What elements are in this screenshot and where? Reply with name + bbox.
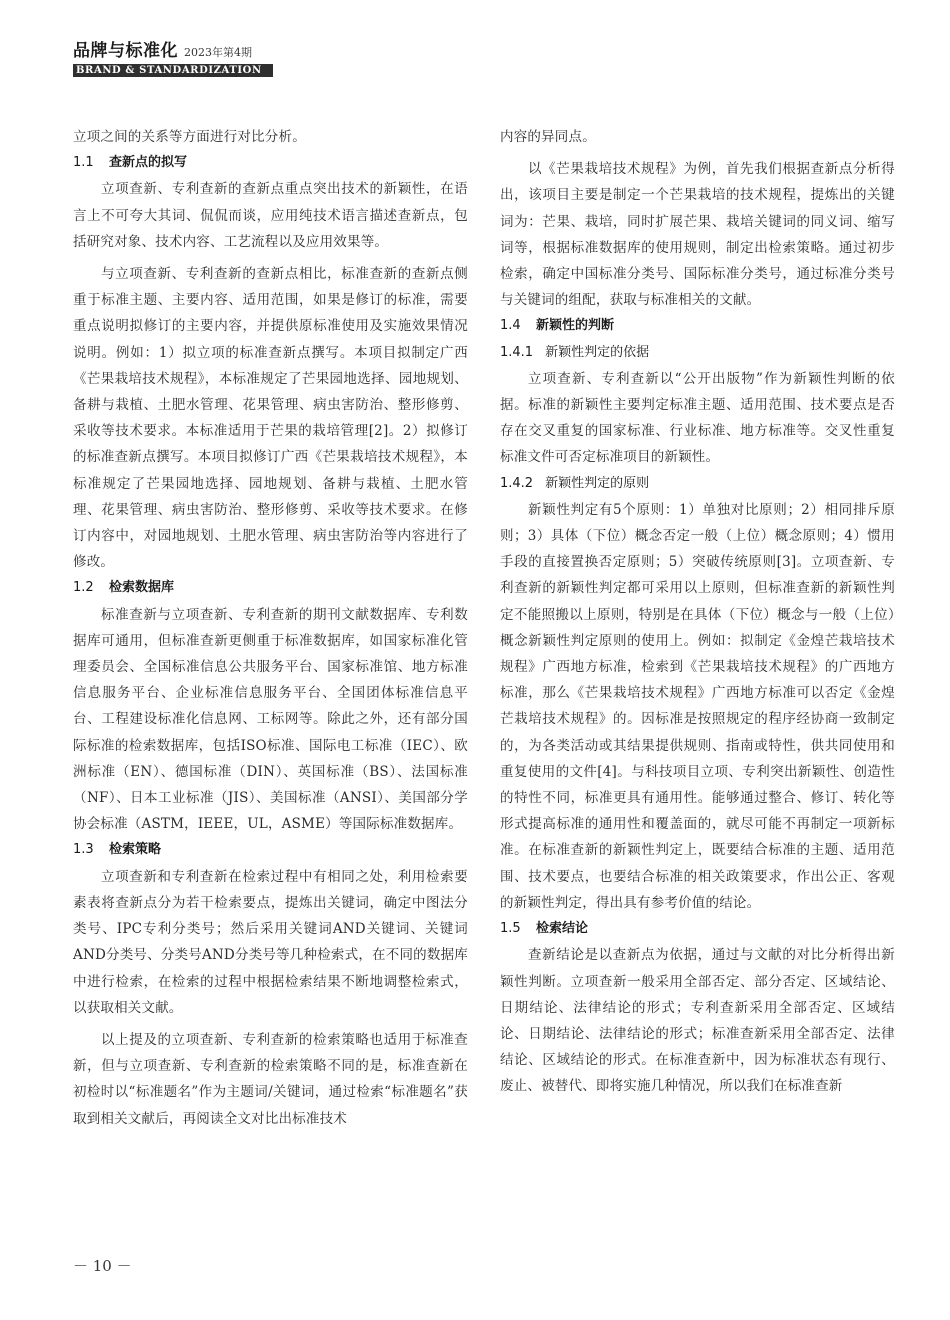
paragraph: 立项查新、专利查新的查新点重点突出技术的新颖性，在语言上不可夸大其词、侃侃而谈，应用纯技术语言描述查新点，包括研究对象、技术内容、工艺流程以及应用效果等。	[73, 181, 468, 250]
subsection-heading	[500, 471, 895, 497]
paragraph: 以《芒果栽培技术规程》为例，首先我们根据查新点分析得出，该项目主要是制定一个芒果栽培的技术规程，提炼出的关键词为：芒果、栽培，同时扩展芒果、栽培关键词的同义词、缩写词等，根据标准数据库的使用规则，制定出检索策略。通过初步检索，确定中国标准分类号、国际标准分类号，通过标准分类号与关键词的组配，获取与标准相关的文献。	[500, 161, 895, 309]
subsection-heading	[500, 340, 895, 366]
journal-header	[73, 36, 273, 77]
section-heading	[73, 150, 468, 176]
subsection-number: 1.4.2	[500, 475, 534, 491]
paragraph: 立项查新和专利查新在检索过程中有相同之处，利用检索要素表将查新点分为若干检索要点，提炼出关键词，确定中图法分类号、IPC专利分类号；然后采用关键词AND关键词、关键词AND分类号、分类号AND分类号等几种检索式，在不同的数据库中进行检索，在检索的过程中根据检索结果不断地调整检索式，以获取相关文献。	[73, 868, 468, 1016]
subsection-number: 1.4.1	[500, 344, 534, 360]
journal-english-title: BRAND & STANDARDIZATION	[73, 64, 273, 77]
right-column	[500, 124, 895, 1100]
paragraph: 立项查新、专利查新以“公开出版物”作为新颖性判断的依据。标准的新颖性主要判定标准主题、适用范围、技术要点是否存在交叉重复的国家标准、行业标准、地方标准等。交叉性重复标准文件可否定标准项目的新颖性。	[500, 370, 895, 466]
paragraph: 内容的异同点。	[500, 129, 596, 145]
section-title: 检索策略	[109, 842, 162, 858]
section-title: 检索数据库	[109, 580, 175, 596]
section-number: 1.1	[73, 155, 94, 171]
page-number: － 10 －	[73, 1257, 132, 1275]
section-number: 1.2	[73, 580, 94, 596]
section-number: 1.4	[500, 318, 521, 334]
paragraph: 新颖性判定有5个原则：1）单独对比原则；2）相同排斥原则；3）具体（下位）概念否定一般（上位）概念原则；4）惯用手段的直接置换否定原则；5）突破传统原则[3]。立项查新、专利查新的新颖性判定都可采用以上原则，但标准查新的新颖性判定不能照搬以上原则，特别是在具体（下位）概念与一般（上位）概念新颖性判定原则的使用上。例如：拟制定《金煌芒栽培技术规程》广西地方标准，检索到《芒果栽培技术规程》的广西地方标准，那么《芒果栽培技术规程》广西地方标准可以否定《金煌芒栽培技术规程》的。因标准是按照规定的程序经协商一致制定的，为各类活动或其结果提供规则、指南或特性，供共同使用和重复使用的文件[4]。与科技项目立项、专利突出新颖性、创造性的特性不同，标准更具有通用性。能够通过整合、修订、转化等形式提高标准的通用性和覆盖面的，就尽可能不再制定一项新标准。在标准查新的新颖性判定上，既要结合标准的主题、适用范围、技术要点，也要结合标准的相关政策要求，作出公正、客观的新颖性判定，得出具有参考价值的结论。	[500, 501, 895, 911]
issue-label: 2023年第4期	[184, 46, 252, 59]
section-title: 查新点的拟写	[109, 155, 188, 171]
left-column	[73, 124, 468, 1132]
paragraph: 标准查新与立项查新、专利查新的期刊文献数据库、专利数据库可通用，但标准查新更侧重于标准数据库，如国家标准化管理委员会、全国标准信息公共服务平台、国家标准馆、地方标准信息服务平台、企业标准信息服务平台、全国团体标准信息平台、工程建设标准化信息网、工标网等。除此之外，还有部分国际标准的检索数据库，包括ISO标准、国际电工标准（IEC）、欧洲标准（EN）、德国标准（DIN）、英国标准（BS）、法国标准（NF）、日本工业标准（JIS）、美国标准（ANSI）、美国部分学协会标准（ASTM，IEEE，UL，ASME）等国际标准数据库。	[73, 606, 468, 833]
paragraph: 查新结论是以查新点为依据，通过与文献的对比分析得出新颖性判断。立项查新一般采用全部否定、部分否定、区域结论、日期结论、法律结论的形式；专利查新采用全部否定、区域结论、日期结论、法律结论的形式；标准查新采用全部否定、法律结论、区域结论的形式。在标准查新中，因为标准状态有现行、废止、被替代、即将实施几种情况，所以我们在标准查新	[500, 947, 895, 1095]
subsection-title: 新颖性判定的依据	[545, 344, 650, 360]
section-title: 新颖性的判断	[536, 318, 615, 334]
section-heading	[500, 916, 895, 942]
journal-title-line	[73, 36, 273, 61]
section-number: 1.3	[73, 842, 94, 858]
section-number: 1.5	[500, 921, 521, 937]
paragraph: 以上提及的立项查新、专利查新的检索策略也适用于标准查新，但与立项查新、专利查新的检索策略不同的是，标准查新在初检时以“标准题名”作为主题词/关键词，通过检索“标准题名”获取到相关文献后，再阅读全文对比出标准技术	[73, 1031, 468, 1127]
section-title: 检索结论	[536, 921, 589, 937]
paragraph: 与立项查新、专利查新的查新点相比，标准查新的查新点侧重于标准主题、主要内容、适用范围，如果是修订的标准，需要重点说明拟修订的主要内容，并提供原标准使用及实施效果情况说明。例如：1）拟立项的标准查新点撰写。本项目拟制定广西《芒果栽培技术规程》，本标准规定了芒果园地选择、园地规划、备耕与栽植、土肥水管理、花果管理、病虫害防治、整形修剪、采收等技术要求。本标准适用于芒果的栽培管理[2]。2）拟修订的标准查新点撰写。本项目拟修订广西《芒果栽培技术规程》，本标准规定了芒果园地选择、园地规划、备耕与栽植、土肥水管理、花果管理、病虫害防治、整形修剪、采收等技术要求。在修订内容中，对园地规划、土肥水管理、病虫害防治等内容进行了修改。	[73, 266, 468, 571]
subsection-title: 新颖性判定的原则	[545, 475, 650, 491]
section-heading	[73, 837, 468, 863]
section-heading	[73, 575, 468, 601]
paragraph: 立项之间的关系等方面进行对比分析。	[73, 129, 306, 145]
section-heading	[500, 313, 895, 339]
journal-title: 品牌与标准化	[73, 41, 178, 61]
